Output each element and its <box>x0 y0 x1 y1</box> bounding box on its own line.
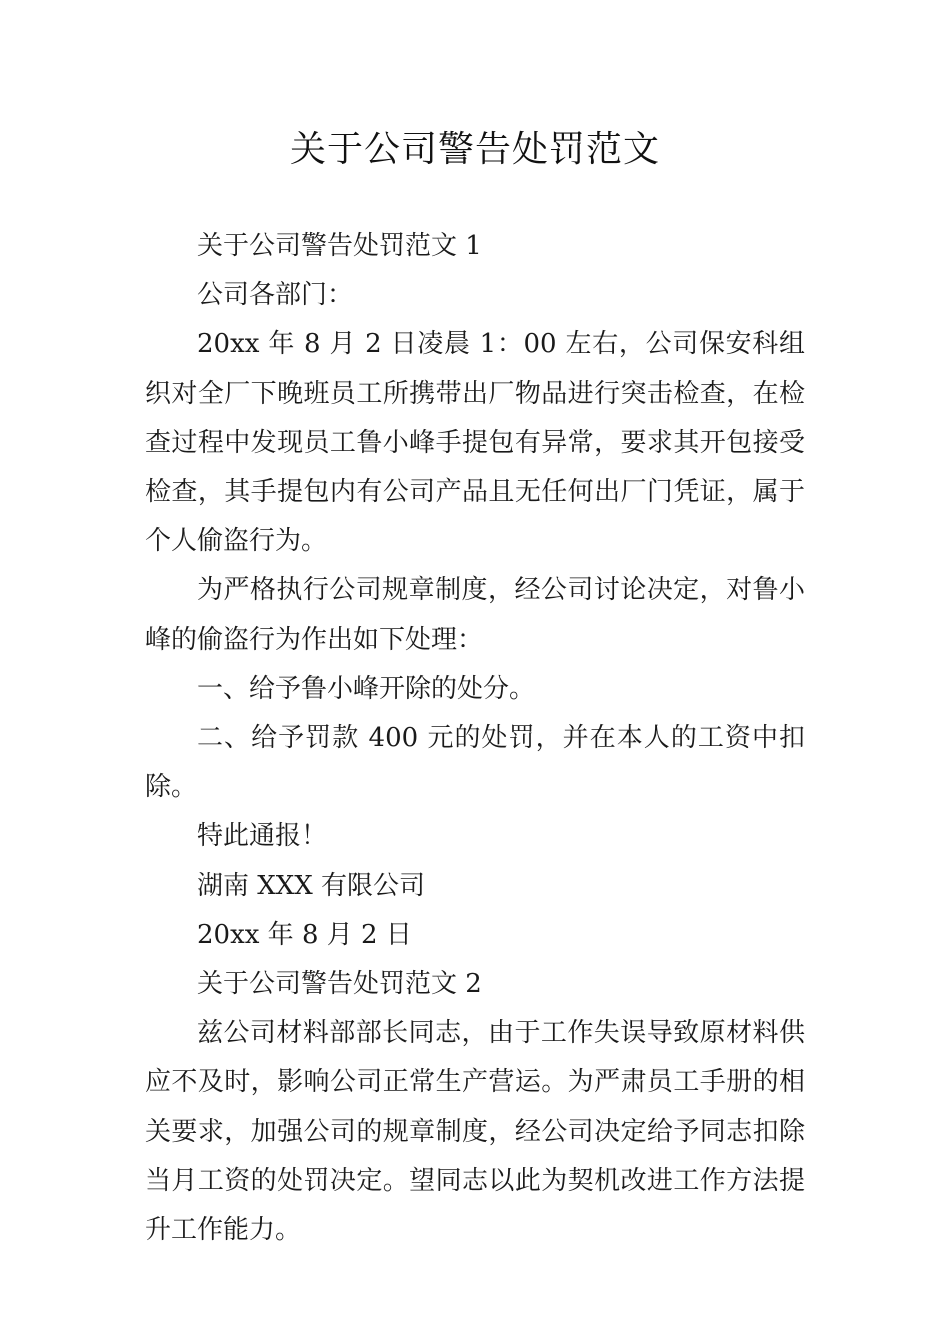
penalty-item-1: 一、给予鲁小峰开除的处分。 <box>197 673 536 704</box>
section-heading-2: 关于公司警告处罚范文 2 <box>197 969 482 1000</box>
document-body <box>145 222 805 1255</box>
salutation: 公司各部门： <box>197 280 354 311</box>
notice-closing: 特此通报！ <box>197 821 328 852</box>
decision-paragraph: 为严格执行公司规章制度，经公司讨论决定，对鲁小峰的偷盗行为作出如下处理： <box>145 575 805 655</box>
second-notice-paragraph: 兹公司材料部部长同志，由于工作失误导致原材料供应不及时，影响公司正常生产营运。为严肃员工手册的相关要求，加强公司的规章制度，经公司决定给予同志扣除当月工资的处罚决定。望同志以此为契机改进工作方法提升工作能力。 <box>145 1018 805 1246</box>
company-signature: 湖南 XXX 有限公司 <box>197 870 426 901</box>
document-title: 关于公司警告处罚范文 <box>289 129 660 170</box>
incident-paragraph: 20xx 年 8 月 2 日凌晨 1：00 左右，公司保安科组织对全厂下晚班员工所携带出厂物品进行突击检查，在检查过程中发现员工鲁小峰手提包有异常，要求其开包接受检查，其手提包内有公司产品且无任何出厂门凭证，属于个人偷盗行为。 <box>145 329 805 557</box>
penalty-item-2: 二、给予罚款 400 元的处罚，并在本人的工资中扣除。 <box>145 723 805 803</box>
section-heading-1: 关于公司警告处罚范文 1 <box>197 231 482 261</box>
signature-date: 20xx 年 8 月 2 日 <box>197 919 412 950</box>
